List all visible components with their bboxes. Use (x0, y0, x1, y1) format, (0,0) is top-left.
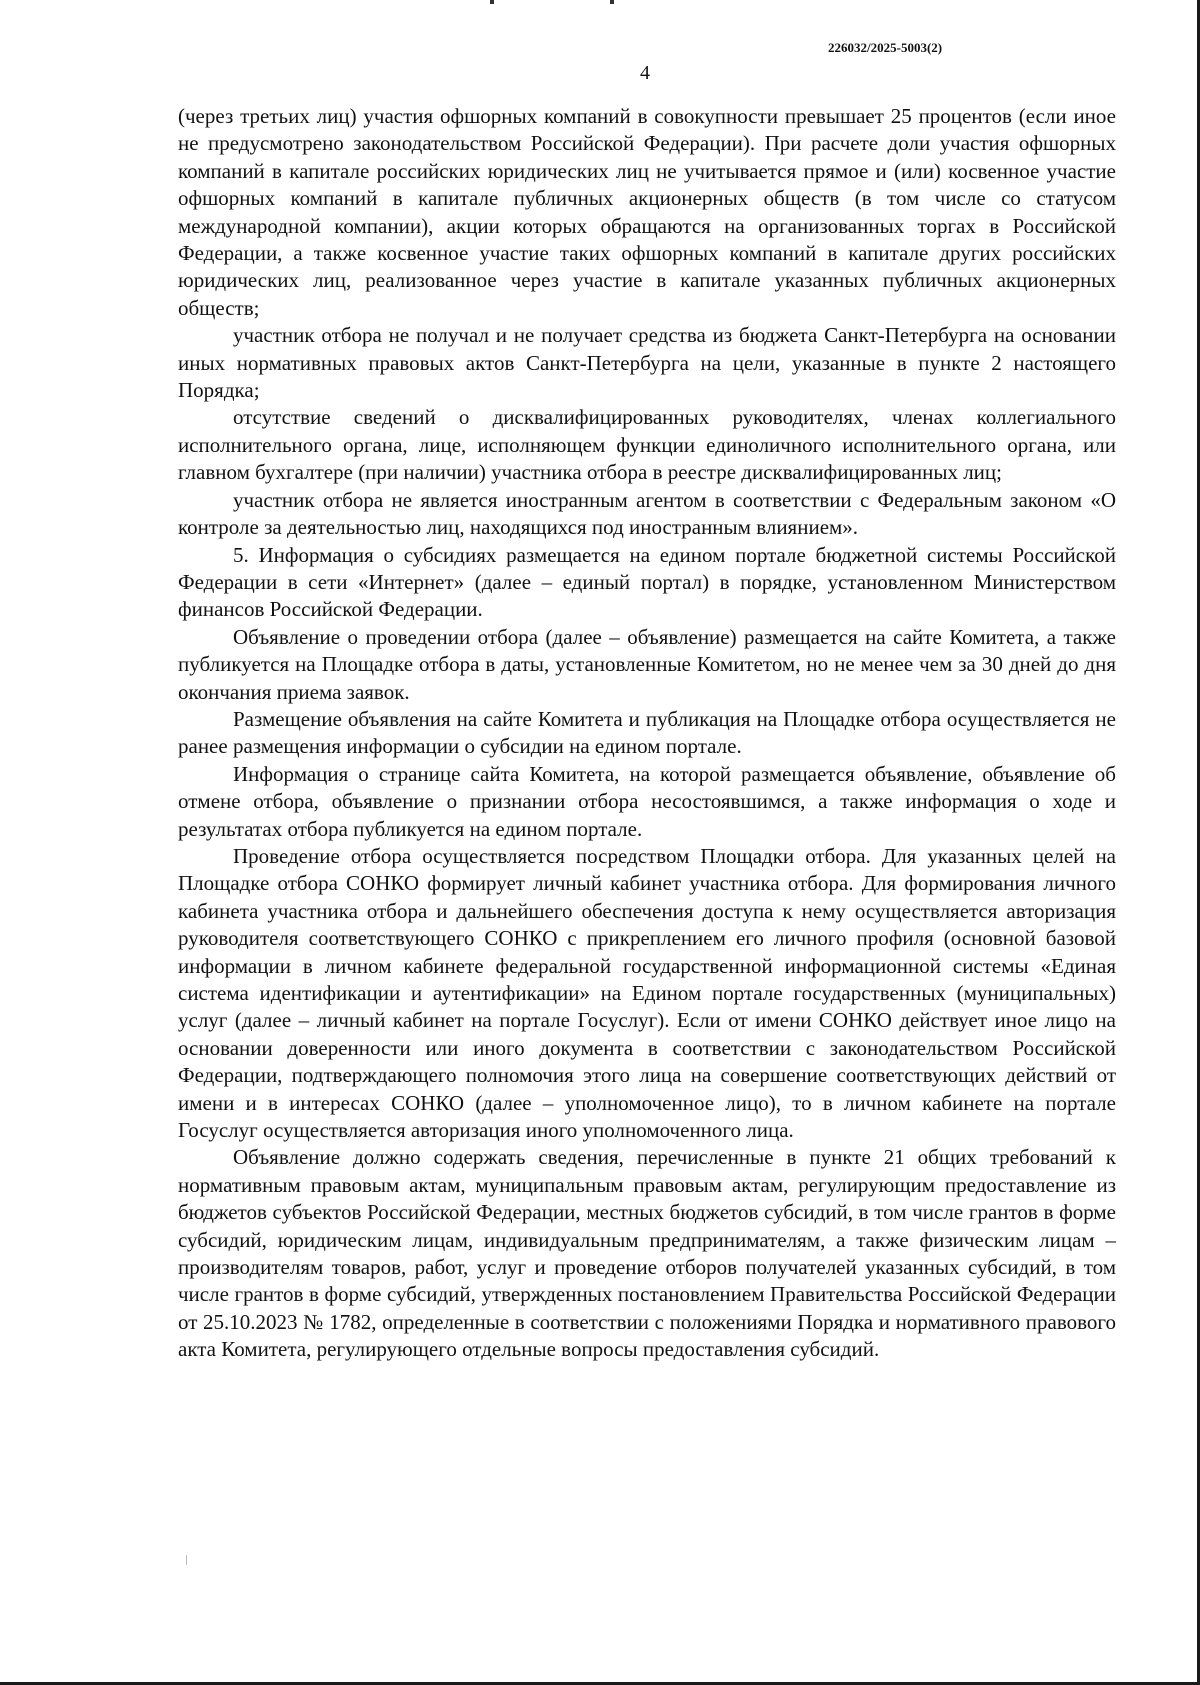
paragraph-item-5: 5. Информация о субсидиях размещается на едином портале бюджетной системы Российской Федерации в сети «Интернет» (далее – единый портал) в порядке, установленном Министерством финансов Российской Федерации. (178, 542, 1116, 622)
paragraph: участник отбора не является иностранным агентом в соответствии с Федеральным законом «О контроле за деятельностью лиц, находящихся под иностранным влиянием». (178, 487, 1116, 540)
scan-top-mark (470, 0, 630, 4)
document-body (178, 103, 1116, 1364)
scan-margin-mark (186, 1555, 187, 1565)
paragraph: Объявление о проведении отбора (далее – объявление) размещается на сайте Комитета, а также публикуется на Площадке отбора в даты, установленные Комитетом, но не менее чем за 30 дней до дня окончания приема заявок. (178, 624, 1116, 704)
paragraph: Информация о странице сайта Комитета, на которой размещается объявление, объявление об отмене отбора, объявление о признании отбора несостоявшимся, а также информация о ходе и результатах отбора публикуется на едином портале. (178, 761, 1116, 841)
paragraph: Проведение отбора осуществляется посредством Площадки отбора. Для указанных целей на Площадке отбора СОНКО формирует личный кабинет участника отбора. Для формирования личного кабинета участника отбора и дальнейшего обеспечения доступа к нему осуществляется авторизация руководителя соответствующего СОНКО с прикреплением его личного профиля (основной базовой информации в личном кабинете федеральной государственной информационной системы «Единая система идентификации и аутентификации» на Едином портале государственных (муниципальных) услуг (далее – личный кабинет на портале Госуслуг). Если от имени СОНКО действует иное лицо на основании доверенности или иного документа в соответствии с законодательством Российской Федерации, подтверждающего полномочия этого лица на совершение соответствующих действий от имени и в интересах СОНКО (далее – уполномоченное лицо), то в личном кабинете на портале Госуслуг осуществляется авторизация иного уполномоченного лица. (178, 843, 1116, 1143)
paragraph-continuation: (через третьих лиц) участия офшорных компаний в совокупности превышает 25 процентов (если иное не предусмотрено законодательством Российской Федерации). При расчете доли участия офшорных компаний в капитале российских юридических лиц не учитывается прямое и (или) косвенное участие офшорных компаний в капитале публичных акционерных обществ (в том числе со статусом международной компании), акции которых обращаются на организованных торгах в Российской Федерации, а также косвенное участие таких офшорных компаний в капитале других российских юридических лиц, реализованное через участие в капитале указанных публичных акционерных обществ; (178, 104, 1116, 320)
paragraph: отсутствие сведений о дисквалифицированных руководителях, членах коллегиального исполнительного органа, лице, исполняющем функции единоличного исполнительного органа, или главном бухгалтере (при наличии) участника отбора в реестре дисквалифицированных лиц; (178, 405, 1116, 485)
document-number: 226032/2025-5003(2) (828, 40, 943, 55)
paragraph: Размещение объявления на сайте Комитета и публикация на Площадке отбора осуществляется не ранее размещения информации о субсидии на едином портале. (178, 706, 1116, 759)
paragraph: участник отбора не получал и не получает средства из бюджета Санкт-Петербурга на основании иных нормативных правовых актов Санкт-Петербурга на цели, указанные в пункте 2 настоящего Порядка; (178, 323, 1116, 403)
page-number: 4 (640, 62, 650, 84)
paragraph: Объявление должно содержать сведения, перечисленные в пункте 21 общих требований к нормативным правовым актам, муниципальным правовым актам, регулирующим предоставление из бюджетов субъектов Российской Федерации, местных бюджетов субсидий, в том числе грантов в форме субсидий, юридическим лицам, индивидуальным предпринимателям, а также физическим лицам – производителям товаров, работ, услуг и проведение отборов получателей указанных субсидий, в том числе грантов в форме субсидий, утвержденных постановлением Правительства Российской Федерации от 25.10.2023 № 1782, определенные в соответствии с положениями Порядка и нормативного правового акта Комитета, регулирующего отдельные вопросы предоставления субсидий. (178, 1145, 1116, 1362)
